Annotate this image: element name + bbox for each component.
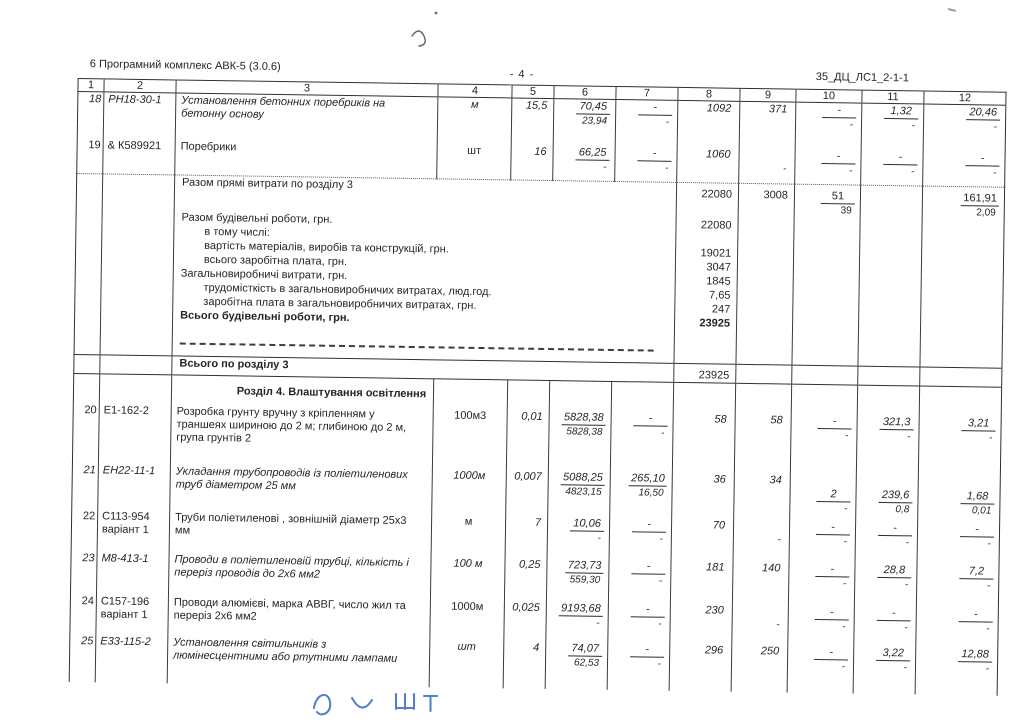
cell-empty <box>99 373 171 404</box>
cell-unit: шт <box>429 639 504 688</box>
cell-col9: 34 <box>734 473 791 520</box>
cell-empty <box>76 173 102 206</box>
pencil-tick-mark <box>402 6 456 52</box>
cell-empty <box>102 174 174 208</box>
cell-empty <box>859 249 921 264</box>
cell-col6: 74,07 62,53 <box>545 641 608 690</box>
cell-description: Поребрики <box>175 133 438 179</box>
cell-empty <box>75 307 101 322</box>
summary-label: заробітна плата в загальновиробничих витратах, грн. <box>173 294 675 315</box>
cell-col6: 5828,38 5828,38 <box>548 410 611 471</box>
col-number: 9 <box>740 88 796 102</box>
cell-col10: - - <box>795 102 862 143</box>
cell-col9: - <box>733 519 790 562</box>
cell-empty <box>921 306 1003 321</box>
cell-empty <box>859 305 921 320</box>
cell-col6: 66,25 - <box>553 139 616 182</box>
col-number: 6 <box>554 86 616 100</box>
cell-col11: 3,22 - <box>853 646 916 695</box>
cell-empty <box>102 223 174 238</box>
scanned-estimate-sheet <box>69 54 1008 696</box>
cell-empty <box>794 217 860 235</box>
section-title: Розділ 4. Влаштування освітлення <box>171 374 433 408</box>
cell-empty <box>921 278 1003 293</box>
cell-col10: - - <box>788 605 855 646</box>
cell-empty <box>737 303 793 318</box>
cell-col7: - - <box>609 517 672 560</box>
cell-empty <box>738 216 794 234</box>
cell-empty <box>860 235 922 250</box>
cell-col8: 1092 <box>677 100 740 141</box>
cell-row-number: 21 <box>83 464 96 477</box>
summary-label: Всього по розділу 3 <box>172 355 674 381</box>
cell-empty <box>859 277 921 292</box>
cell-col8: 23925 <box>674 316 736 332</box>
cell-empty <box>737 289 793 304</box>
cell-empty <box>76 206 102 223</box>
cell-col11: - - <box>854 606 917 647</box>
cell-empty <box>792 318 858 334</box>
cell-quantity: 7 <box>505 515 548 558</box>
cell-empty <box>736 332 792 365</box>
cell-empty <box>101 265 173 280</box>
cell-empty <box>101 279 173 294</box>
cell-col12: 1,68 0,01 <box>918 476 1001 523</box>
cell-empty <box>793 290 859 305</box>
cell-empty <box>792 333 858 366</box>
cell-unit: 100 м <box>430 556 505 600</box>
cell-col9: 250 <box>731 644 788 693</box>
col-number: 11 <box>862 90 924 104</box>
cell-col8: 247 <box>675 302 737 317</box>
cell-col8: 296 <box>669 643 732 692</box>
cell-code: ЕН22-11-1 <box>98 463 171 510</box>
cell-col8: 3047 <box>675 260 737 275</box>
cell-col11: - - <box>861 143 924 186</box>
cell-unit: м <box>431 514 506 557</box>
cell-empty <box>794 234 860 249</box>
cell-empty <box>75 293 101 307</box>
cell-empty <box>920 335 1002 368</box>
cell-col6: 10,06 - <box>547 516 610 559</box>
cell-col8: 70 <box>671 518 734 561</box>
cell-col7: - - <box>607 642 670 691</box>
cell-code: С113-954 варіант 1 <box>97 509 170 552</box>
cell-row-number: 22 <box>82 510 96 523</box>
cell-col11: 239,6 0,8 <box>856 475 919 522</box>
col-number: 12 <box>924 91 1006 105</box>
cell-col9: - <box>739 141 796 184</box>
cell-empty <box>919 386 1001 417</box>
cell-col12: 20,46 - <box>923 104 1006 145</box>
cell-col8: 36 <box>672 472 735 519</box>
cell-empty <box>860 218 922 236</box>
document-code: 35_ДЦ_ЛС1_2-1-1 <box>815 70 909 85</box>
cell-empty <box>74 354 100 373</box>
cell-empty <box>858 334 920 367</box>
cell-empty <box>920 367 1002 387</box>
cell-quantity: 15,5 <box>511 98 554 139</box>
cell-col8: 22080 <box>676 215 738 233</box>
summary-label: вартість матеріалів, виробів та конструкцій, грн. <box>174 238 676 259</box>
summary-label: Загальновиробничі витрати, грн. <box>173 266 675 287</box>
cell-code: М8-413-1 <box>96 551 169 595</box>
cell-col8: 22080 <box>676 182 738 215</box>
cell-empty <box>75 279 101 293</box>
summary-label: в тому числі: <box>174 224 676 245</box>
cell-col7: 265,10 16,50 <box>610 471 673 518</box>
cell-empty <box>736 364 792 384</box>
cell-col9: 140 <box>732 561 789 605</box>
cell-row-number: 23 <box>82 552 95 565</box>
cell-description: Проводи в поліетиленовій трубці, кількість і переріз проводів до 2х6 мм2 <box>168 552 431 599</box>
cell-empty <box>738 247 794 262</box>
cell-col9: 58 <box>734 413 791 474</box>
cell-empty <box>860 185 922 218</box>
cell-col10: - - <box>789 520 856 563</box>
cell-empty <box>857 385 919 416</box>
cell-empty <box>549 380 611 411</box>
cell-empty <box>858 319 920 335</box>
cell-col10: - - <box>790 414 857 475</box>
cell-empty <box>76 237 102 251</box>
cell-empty <box>100 354 172 374</box>
cell-empty <box>859 291 921 306</box>
cell-description: Укладання трубопроводів із поліетиленових труб діаметром 25 мм <box>170 464 433 514</box>
cell-empty <box>738 233 794 248</box>
page-number: - 4 - <box>509 68 535 81</box>
cell-empty <box>102 237 174 252</box>
cell-col9: - <box>732 604 789 645</box>
col-number: 8 <box>678 87 740 101</box>
cell-col8: 1845 <box>675 274 737 289</box>
col-number: 3 <box>176 80 438 97</box>
cell-row-number: 25 <box>80 635 94 648</box>
cell-col12: 3,21 - <box>918 416 1001 477</box>
cell-col12: - - <box>923 144 1006 187</box>
cell-empty <box>920 320 1002 336</box>
cell-empty <box>75 265 101 279</box>
cell-empty <box>74 322 100 354</box>
cell-empty <box>737 275 793 290</box>
summary-label: трудомісткість в загальновиробничих витратах, люд.год. <box>173 280 675 301</box>
col-number: 10 <box>796 89 862 103</box>
cell-empty <box>793 262 859 277</box>
cell-empty <box>921 264 1003 279</box>
cell-col10: 2 - <box>790 474 857 521</box>
cell-col7: - - <box>608 559 671 603</box>
cell-quantity: 0,25 <box>504 557 547 601</box>
cell-empty <box>507 379 549 410</box>
summary-label: Разом будівельні роботи, грн. <box>174 207 676 231</box>
cell-empty <box>73 373 99 403</box>
cell-empty <box>101 251 173 266</box>
cell-empty <box>611 381 673 412</box>
col-number: 1 <box>78 79 104 92</box>
cell-col7: - - <box>615 99 678 140</box>
cell-row-number: 24 <box>81 595 94 608</box>
cell-empty <box>101 307 173 323</box>
cell-col8: 19021 <box>676 246 738 261</box>
cell-col6: 70,45 23,94 <box>553 99 616 140</box>
cell-empty <box>433 378 507 409</box>
cell-unit: м <box>437 97 512 138</box>
cell-empty <box>737 261 793 276</box>
cell-col8: 7,65 <box>675 288 737 303</box>
cell-empty <box>921 250 1003 265</box>
cell-col10: - - <box>787 645 854 694</box>
cell-code: С157-196 варіант 1 <box>96 594 169 635</box>
cell-quantity: 0,025 <box>504 600 547 641</box>
cell-empty <box>100 322 172 355</box>
cell-code: РН18-30-1 <box>103 92 176 133</box>
cell-col12: - - <box>917 522 1000 565</box>
cell-empty <box>793 304 859 319</box>
cell-col8: 181 <box>670 560 733 604</box>
col-number: 5 <box>512 85 554 99</box>
cell-code: & К589921 <box>103 132 176 175</box>
cell-unit: 1000м <box>430 599 505 640</box>
summary-label: всього заробітна плата, грн. <box>173 252 675 273</box>
cell-col12: - - <box>916 606 999 647</box>
cell-empty <box>76 223 102 237</box>
cell-col11: - - <box>855 521 918 564</box>
cell-description: Установлення світильників з люмінесцентними або ртутними лампами <box>167 635 430 687</box>
cell-quantity: 4 <box>503 640 546 689</box>
cell-col10: - - <box>788 562 855 606</box>
cell-quantity: 0,01 <box>506 409 549 470</box>
cell-col6: 723,73 559,30 <box>546 558 609 602</box>
summary-label: Всього будівельні роботи, грн. <box>173 308 675 330</box>
cell-description: Труби поліетиленові , зовнішній діаметр 25х3 мм <box>169 510 432 556</box>
estimate-table <box>69 78 1007 696</box>
cell-col8: 58 <box>672 412 735 473</box>
cell-quantity: 16 <box>511 138 554 181</box>
cell-unit: шт <box>437 137 512 180</box>
cell-col10: 51 39 <box>794 184 860 217</box>
cell-description: Установлення бетонних поребриків на бетонну основу <box>175 93 438 137</box>
cell-empty <box>674 331 736 364</box>
cell-empty <box>921 292 1003 307</box>
cell-empty <box>793 248 859 263</box>
cell-description: Проводи алюмієві, марка АВВГ, число жил та переріз 2х6 мм2 <box>168 595 431 639</box>
cell-empty <box>736 317 792 333</box>
col-number: 7 <box>616 86 678 100</box>
col-number: 2 <box>104 79 176 93</box>
cell-col9: 3008 <box>738 183 794 216</box>
cell-empty <box>792 365 858 385</box>
cell-col12: 7,2 - <box>916 564 999 608</box>
scan-speck <box>948 8 956 11</box>
cell-col8: 1060 <box>677 140 740 183</box>
cell-code: Е33-115-2 <box>95 634 168 683</box>
cell-empty <box>676 232 738 247</box>
cell-description: Розробка грунту вручну з кріпленням у траншеях шириною до 2 м; глибиною до 2 м, група грунтів 2 <box>170 404 433 468</box>
cell-row-number: 19 <box>77 131 104 173</box>
cell-col8: 230 <box>670 603 733 644</box>
cell-col11: 1,32 - <box>861 103 924 144</box>
cell-col6: 5088,25 4823,15 <box>548 470 611 517</box>
cell-col10: - - <box>795 142 862 185</box>
cell-col11: 321,3 - <box>856 415 919 476</box>
handwritten-blue-scribble <box>300 684 470 722</box>
cell-col7: - - <box>610 411 673 472</box>
cell-quantity: 0,007 <box>506 469 549 516</box>
cell-empty <box>922 219 1004 237</box>
cell-empty <box>735 383 791 414</box>
cell-col9: 371 <box>739 101 796 142</box>
cell-col7: - - <box>615 139 678 182</box>
cell-row-number: 18 <box>88 93 102 106</box>
cell-empty <box>922 236 1004 251</box>
cell-empty <box>791 384 857 415</box>
summary-label: Разом прямі витрати по розділу 3 <box>174 175 676 215</box>
cell-empty <box>673 382 735 413</box>
cell-empty <box>102 206 174 224</box>
cell-col8: 23925 <box>674 363 736 383</box>
cell-col12: 161,91 2,09 <box>922 186 1004 220</box>
cell-row-number: 20 <box>84 404 97 417</box>
cell-unit: 100м3 <box>432 408 507 469</box>
cell-empty <box>859 263 921 278</box>
program-label: 6 Програмний комплекс АВК-5 (3.0.6) <box>89 58 281 74</box>
col-number: 4 <box>438 84 512 98</box>
cell-col7: - - <box>608 602 671 643</box>
cell-code: Е1-162-2 <box>98 403 171 464</box>
cell-empty <box>858 366 920 386</box>
cell-empty <box>101 293 173 308</box>
cell-empty <box>75 251 101 265</box>
cell-unit: 1000м <box>432 468 507 515</box>
cell-col6: 9193,68 - <box>546 601 609 642</box>
cell-col12: 12,88 - <box>915 646 998 695</box>
cell-empty <box>793 276 859 291</box>
cell-col11: 28,8 - <box>854 563 917 607</box>
